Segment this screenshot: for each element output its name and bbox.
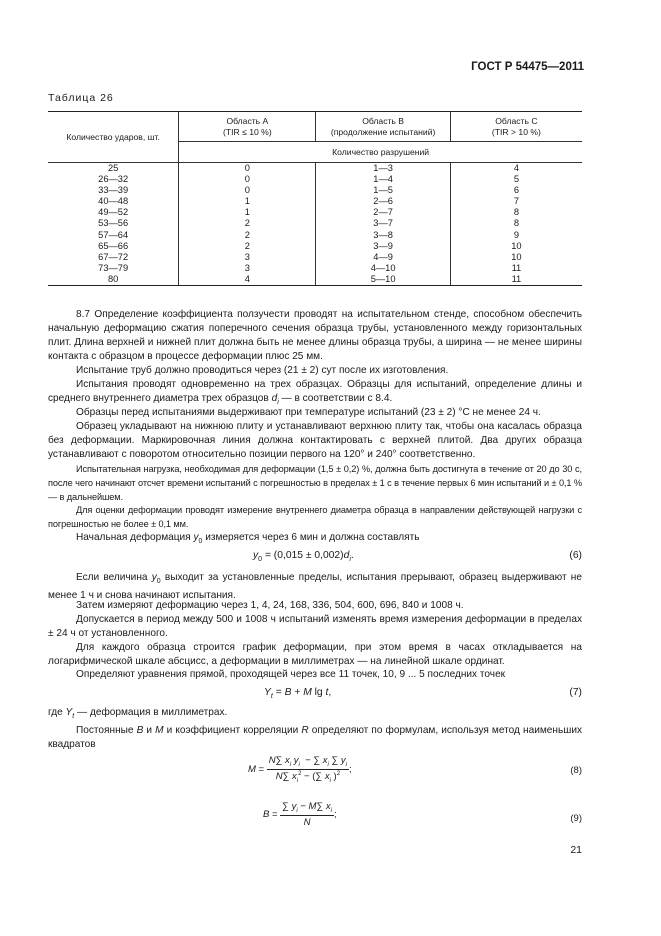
paragraph-intervals: Затем измеряют деформацию через 1, 4, 24, 168, 336, 504, 600, 696, 840 и 1008 ч. [76, 600, 464, 611]
column-area-b: 1—3 1—4 1—5 2—6 2—7 3—7 3—8 3—9 4—9 4—10 5—10 [316, 163, 450, 286]
formula-9: B = $\frac{\sum y_i - M\sum x_i}{N}$ ; (9) [263, 801, 582, 828]
paragraph-measurement: Для оценки деформации проводят измерение внутреннего диаметра образца в направлении действующей нагрузки с погрешностью не более ± 0,1 мм. [48, 505, 582, 529]
formula-6: $y_0 = (0,015 \pm 0,002)d_i$. (6) [253, 550, 582, 564]
paragraph-initial-deformation: Начальная деформация $y_0$ измеряется через 6 мин и должна составлять [76, 532, 420, 546]
paragraph-timing: Испытание труб должно проводиться через (21 ± 2) сут после их изготовления. [76, 365, 449, 376]
column-area-c: 4 5 6 7 8 8 9 10 10 11 11 [450, 163, 582, 286]
column-area-a: 0 0 0 1 1 2 2 2 3 3 4 [179, 163, 316, 286]
col-header-impacts: Количество ударов, шт. [48, 112, 179, 163]
formula-6-number: (6) [569, 550, 582, 561]
page-number: 21 [570, 844, 582, 856]
paragraph-8-7: 8.7 Определение коэффициента ползучести проводят на испытательном стенде, способном обеспечить начальную деформацию сжатия поперечного сечения образца трубы, установленного между горизонтальных плит. Длина верхней и нижней плит должна быть не менее длины образца трубы, а ширина — не менее ширины контакта с образцом в процессе деформации плюс 25 мм. [48, 309, 582, 362]
col-header-area-a: Область A (TIR ≤ 10 %) [179, 112, 316, 142]
document-id: ГОСТ Р 54475—2011 [471, 61, 584, 73]
paragraph-graph: Для каждого образца строится график деформации, при этом время в часах откладывается на логарифмической шкале абсцисс, а деформации в миллиметрах — на линейной шкале ординат. [48, 642, 582, 667]
formula-8-number: (8) [570, 765, 582, 776]
formula-9-number: (9) [570, 813, 582, 824]
paragraph-line-equations: Определяют уравнения прямой, проходящей через все 11 точек, 10, 9 ... 5 последних точек [76, 669, 506, 680]
paragraph-out-of-limits: Если величина $y_0$ выходит за установленные пределы, испытания прерывают, образец выдерживают не менее 1 ч и снова начинают испытания. [48, 572, 582, 602]
paragraph-conditioning: Образцы перед испытаниями выдерживают при температуре испытаний (23 ± 2) °С не менее 24 ч. [76, 407, 541, 418]
formula-7-number: (7) [569, 687, 582, 698]
col-header-area-c: Область C (TIR > 10 %) [450, 112, 582, 142]
table-26 [48, 111, 582, 286]
table-caption: Таблица 26 [48, 92, 114, 104]
paragraph-constants: Постоянные B и M и коэффициент корреляции R определяют по формулам, используя метод наименьших квадратов [48, 725, 583, 750]
paragraph-tolerance: Допускается в период между 500 и 1008 ч испытаний изменять время измерения деформации в пределах ± 24 ч от установленного. [48, 614, 582, 639]
column-impacts: 25 26—32 33—39 40—48 49—52 53—56 57—64 65—66 67—72 73—79 80 [48, 163, 179, 286]
paragraph-where: где $Y_t$ — деформация в миллиметрах. [48, 707, 228, 721]
paragraph-samples: Испытания проводят одновременно на трех образцах. Образцы для испытаний, определение длины и среднего внутреннего диаметра трех образцов $d_i$ — в соответствии с 8.4. [48, 379, 582, 407]
formula-8: M = $\frac{N\sum x_i y_i - \sum x_i \sum y_i}{N\sum x_i^2 - (\sum x_i )^2}$ ; (8) [248, 755, 582, 784]
formula-7: $Y_t = B + M$ lg t, (7) [264, 687, 582, 701]
paragraph-placement: Образец укладывают на нижнюю плиту и устанавливают верхнюю плиту так, чтобы она касалась образца без деформации. Маркировочная линия должна контактировать с верхней плитой. Два других образца устанавливают с поворотом относительно позиции первого на 120° и 240° соответственно. [48, 421, 582, 460]
subheader-failures: Количество разрушений [179, 142, 582, 163]
col-header-area-b: Область B (продолжение испытаний) [316, 112, 450, 142]
paragraph-load: Испытательная нагрузка, необходимая для деформации (1,5 ± 0,2) %, должна быть достигнута в течение от 20 до 30 с, после чего начинают отсчет времени испытаний с погрешностью в пределах ± 1 с в течение первых 6 мин испытаний и ± 0,1 % — в дальнейшем. [48, 464, 582, 502]
